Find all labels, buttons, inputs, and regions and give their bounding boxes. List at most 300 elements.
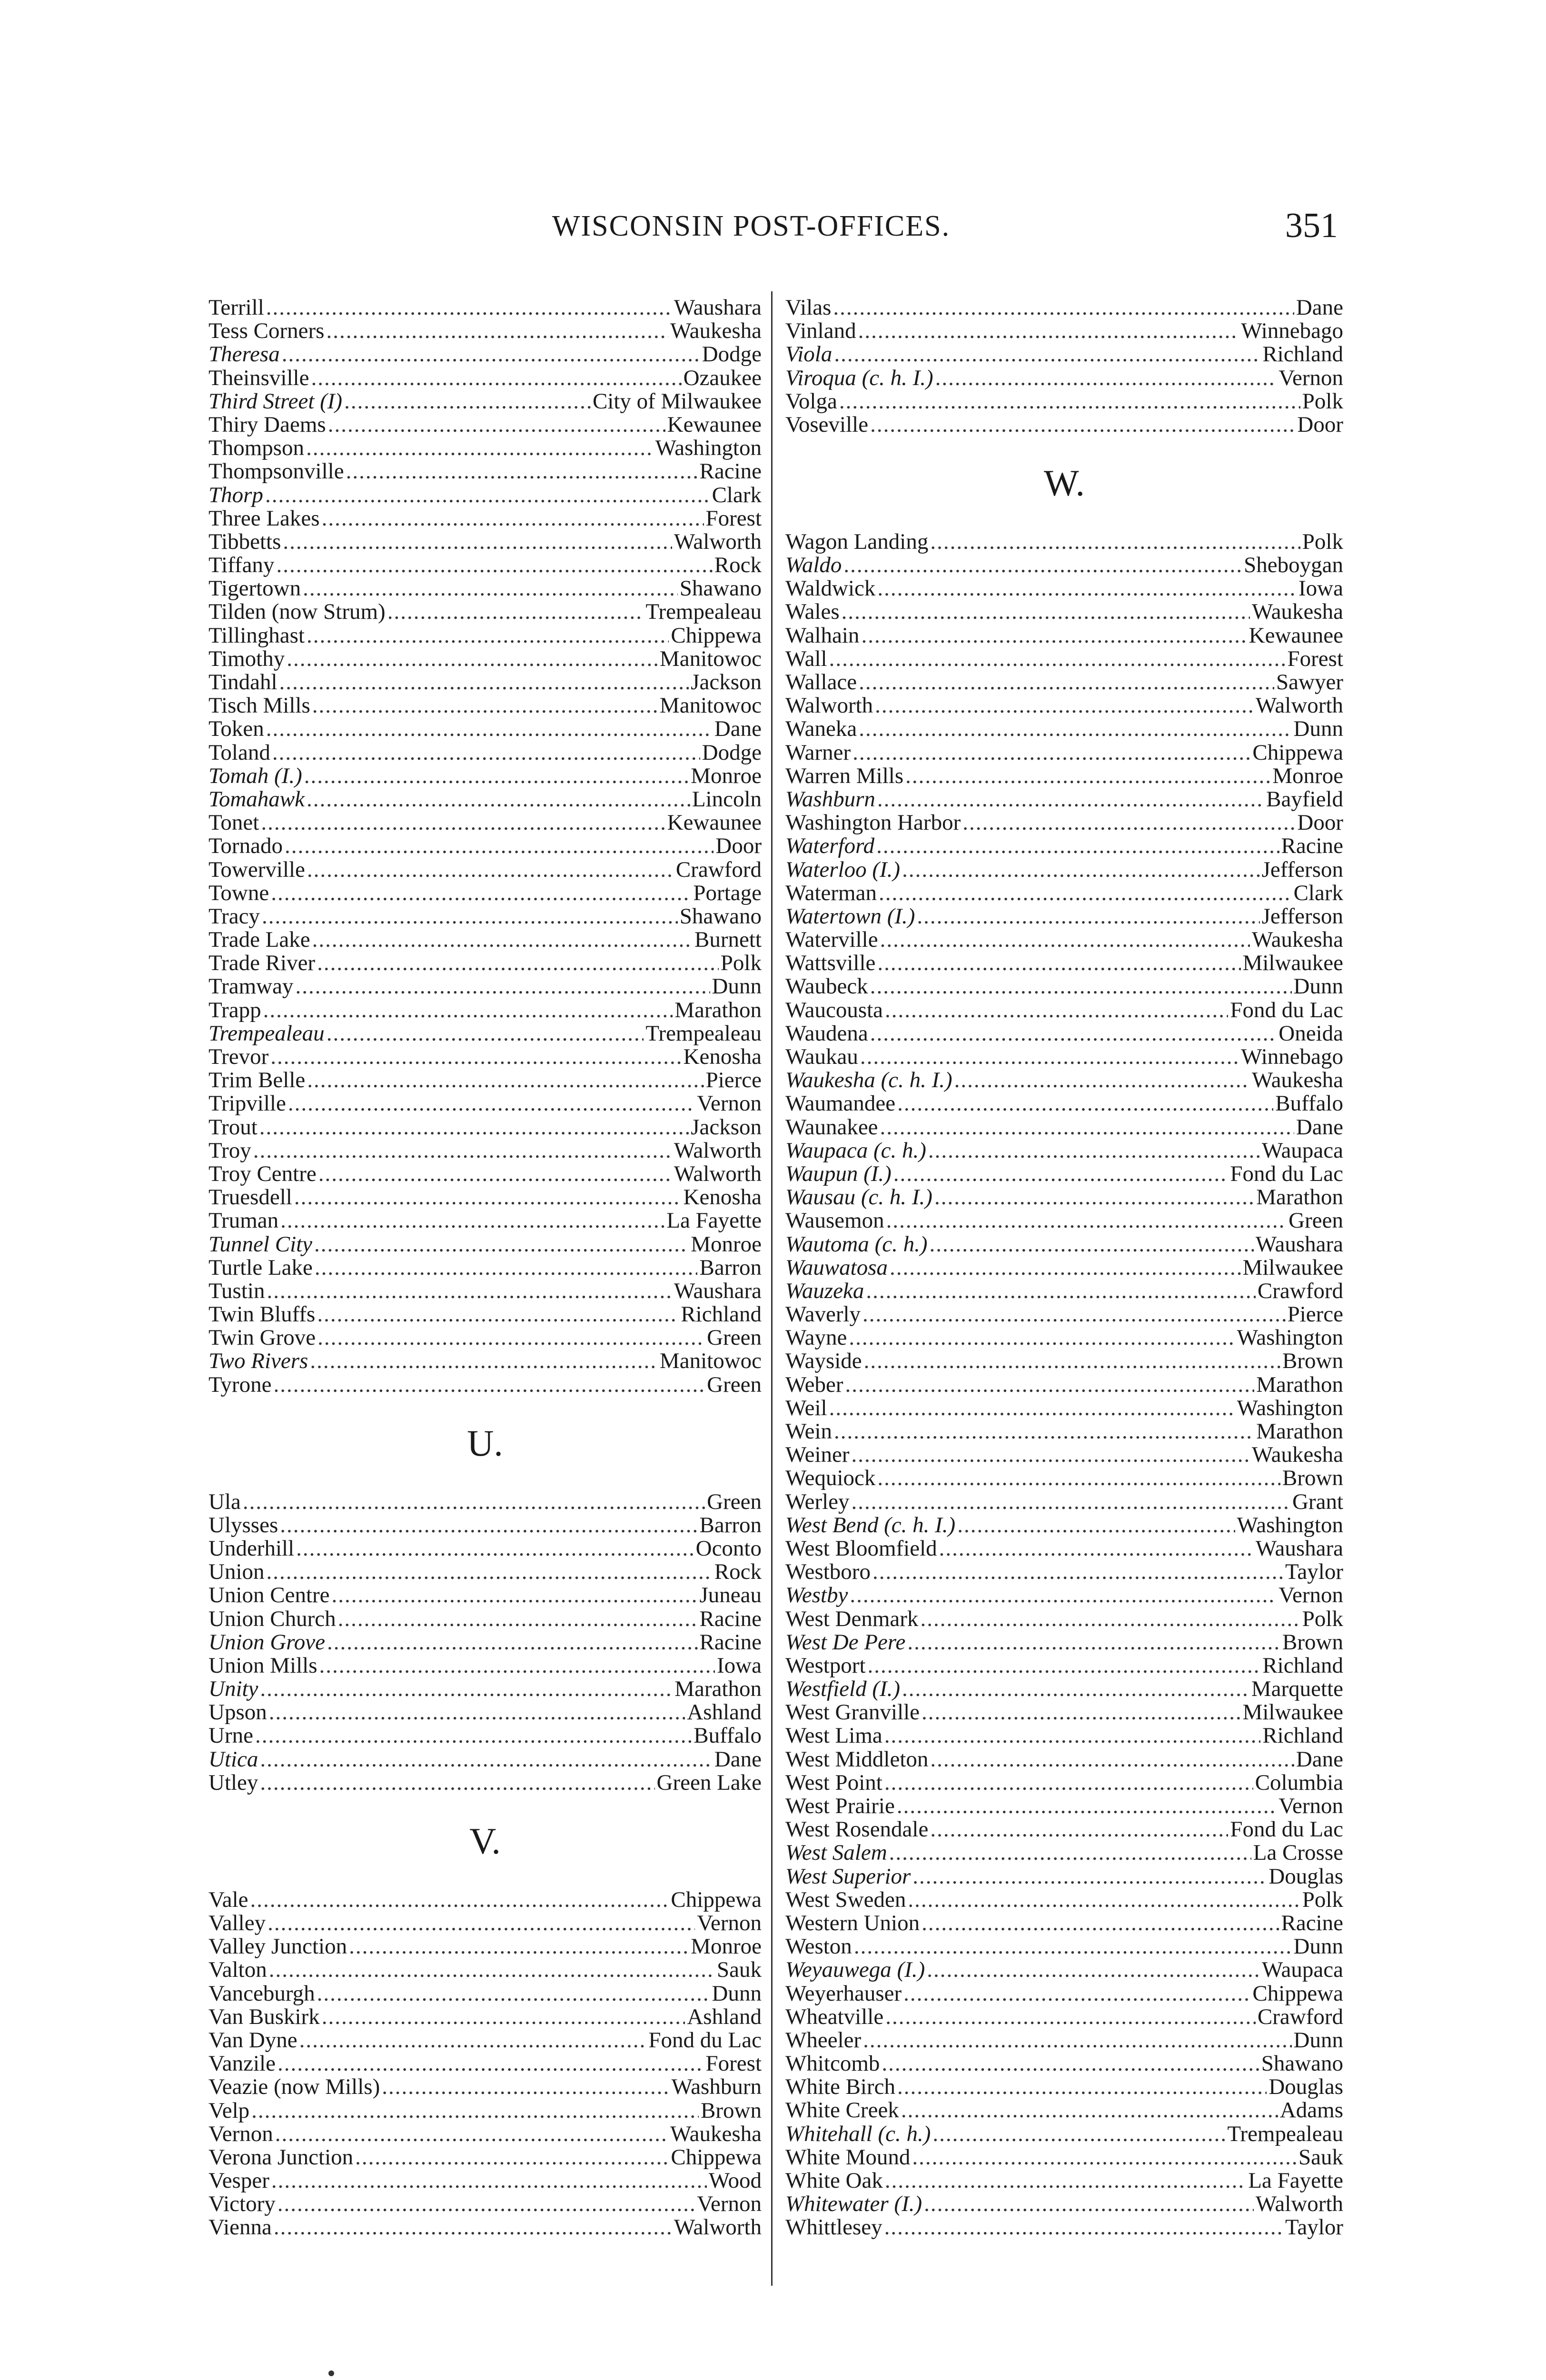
dot-leader: [903, 1982, 1250, 2005]
post-office-name: Vienna: [208, 2215, 272, 2240]
post-office-name: Trade River: [208, 951, 316, 976]
running-title: WISCONSIN POST-OFFICES.: [552, 210, 951, 242]
dot-leader: [251, 2099, 699, 2122]
post-office-name: Troy: [208, 1138, 251, 1163]
county-name: Green: [1288, 1208, 1343, 1233]
post-office-name: Volga: [785, 388, 837, 414]
post-office-name: Weyerhauser: [785, 1981, 902, 2006]
county-name: Vernon: [697, 2192, 762, 2217]
dot-leader: [280, 1514, 697, 1537]
dot-leader: [866, 1279, 1256, 1303]
directory-entry: [208, 788, 762, 811]
dot-leader: [282, 343, 700, 366]
county-name: Polk: [720, 951, 762, 976]
post-office-name: Trapp: [208, 997, 261, 1022]
dot-leader: [875, 694, 1254, 717]
county-name: Iowa: [717, 1653, 762, 1678]
directory-entry: [208, 367, 762, 390]
dot-leader: [299, 2029, 647, 2052]
post-office-name: Viola: [785, 342, 832, 367]
dot-leader: [267, 1560, 713, 1584]
dot-leader: [274, 2216, 672, 2239]
dot-leader: [346, 460, 698, 483]
directory-entry: [785, 390, 1343, 413]
dot-leader: [849, 1326, 1235, 1349]
dot-leader: [268, 1912, 695, 1935]
post-office-name: Waupaca (c. h.): [785, 1138, 926, 1163]
county-name: Brown: [1282, 1349, 1343, 1374]
county-name: Trempealeau: [645, 599, 762, 625]
post-office-name: Whittlesey: [785, 2215, 882, 2240]
county-name: Marquette: [1251, 1676, 1343, 1702]
dot-leader: [934, 1186, 1254, 1209]
post-office-name: Walhain: [785, 623, 860, 648]
post-office-name: Timothy: [208, 646, 285, 671]
dot-leader: [253, 1139, 672, 1162]
post-office-name: West Lima: [785, 1723, 882, 1748]
directory-entry: [208, 1654, 762, 1677]
directory-entry: [785, 2099, 1343, 2122]
directory-entry: [785, 811, 1343, 834]
dot-leader: [850, 1584, 1277, 1607]
dot-leader: [349, 1935, 689, 1958]
directory-entry: [208, 460, 762, 483]
post-office-name: Wagon Landing: [785, 529, 929, 554]
directory-entry: [208, 1349, 762, 1373]
dot-leader: [277, 2192, 695, 2216]
directory-entry: [785, 1748, 1343, 1771]
county-name: Fond du Lac: [1230, 1817, 1343, 1842]
post-office-name: Valley Junction: [208, 1934, 347, 1959]
post-office-name: Underhill: [208, 1536, 295, 1561]
directory-entry: [785, 600, 1343, 624]
post-office-name: Tramway: [208, 974, 294, 999]
directory-entry: [785, 1724, 1343, 1747]
directory-entry: [785, 1935, 1343, 1958]
dot-leader: [957, 1514, 1235, 1537]
dot-leader: [285, 834, 714, 858]
post-office-name: Walworth: [785, 693, 873, 718]
post-office-name: Wattsville: [785, 951, 876, 976]
post-office-name: Waterman: [785, 880, 877, 905]
county-name: Grant: [1292, 1489, 1343, 1514]
post-office-name: White Creek: [785, 2098, 899, 2123]
left-column: [208, 296, 762, 2240]
directory-entry: [208, 975, 762, 998]
dot-leader: [312, 928, 693, 952]
county-name: Bayfield: [1266, 786, 1343, 812]
directory-entry: [785, 1349, 1343, 1373]
dot-leader: [833, 296, 1294, 319]
dot-leader: [328, 413, 665, 436]
column-divider: [771, 291, 773, 2286]
county-name: Marathon: [674, 1676, 762, 1702]
directory-entry: [785, 741, 1343, 764]
dot-leader: [922, 1701, 1241, 1724]
county-name: Chippewa: [671, 2144, 762, 2170]
directory-entry: [208, 2216, 762, 2239]
county-name: Manitowoc: [659, 693, 762, 718]
dot-leader: [327, 1631, 698, 1654]
dot-leader: [884, 1724, 1261, 1747]
post-office-name: Twin Bluffs: [208, 1302, 316, 1327]
directory-entry: [208, 694, 762, 717]
dot-leader: [834, 343, 1260, 366]
post-office-name: Theinsville: [208, 365, 309, 390]
post-office-name: Trade Lake: [208, 927, 310, 952]
directory-entry: [208, 999, 762, 1022]
dot-leader: [922, 1912, 1279, 1935]
dot-leader: [884, 1771, 1253, 1795]
dot-leader: [275, 2122, 668, 2146]
post-office-name: Toland: [208, 740, 270, 765]
county-name: Forest: [705, 506, 762, 531]
directory-entry: [208, 1958, 762, 1982]
dot-leader: [283, 530, 672, 554]
dot-leader: [269, 1701, 685, 1724]
directory-entry: [208, 882, 762, 905]
dot-leader: [317, 1303, 679, 1326]
post-office-name: West Sweden: [785, 1887, 906, 1912]
directory-entry: [785, 788, 1343, 811]
post-office-name: West Superior: [785, 1864, 911, 1889]
directory-entry: [208, 1373, 762, 1397]
directory-entry: [208, 1771, 762, 1795]
county-name: Kewaunee: [1249, 623, 1343, 648]
entry-group-u: [208, 1490, 762, 1795]
dot-leader: [907, 1631, 1280, 1654]
directory-entry: [208, 484, 762, 507]
post-office-name: Thiry Daems: [208, 412, 326, 437]
dot-leader: [839, 390, 1300, 413]
dot-leader: [870, 413, 1295, 436]
post-office-name: Urne: [208, 1723, 253, 1748]
county-name: Fond du Lac: [1230, 997, 1343, 1022]
dot-leader: [861, 624, 1247, 647]
directory-entry: [208, 1514, 762, 1537]
directory-entry: [785, 2122, 1343, 2146]
directory-entry: [208, 1677, 762, 1701]
county-name: Dunn: [1293, 2027, 1343, 2053]
directory-entry: [208, 717, 762, 741]
county-name: Racine: [699, 459, 762, 484]
dot-leader: [872, 1560, 1283, 1584]
county-name: Chippewa: [1252, 1981, 1343, 2006]
county-name: Washington: [1237, 1325, 1343, 1350]
dot-leader: [843, 554, 1242, 577]
post-office-name: Waunakee: [785, 1114, 878, 1140]
county-name: Waukesha: [1252, 1068, 1343, 1093]
post-office-name: Terrill: [208, 295, 264, 320]
county-name: Walworth: [1255, 2192, 1343, 2217]
dot-leader: [882, 2052, 1259, 2075]
county-name: Wood: [708, 2168, 762, 2193]
dot-leader: [864, 1349, 1280, 1373]
county-name: Dodge: [702, 740, 762, 765]
post-office-name: Third Street (I): [208, 388, 343, 414]
post-office-name: West Granville: [785, 1700, 920, 1725]
county-name: Columbia: [1255, 1770, 1343, 1795]
post-office-name: Waldwick: [785, 576, 876, 601]
directory-entry: [785, 1045, 1343, 1069]
county-name: Shawano: [679, 576, 762, 601]
directory-entry: [785, 858, 1343, 882]
directory-entry: [785, 1677, 1343, 1701]
directory-entry: [208, 554, 762, 577]
post-office-name: Victory: [208, 2192, 276, 2217]
dot-leader: [862, 1303, 1286, 1326]
county-name: Sheboygan: [1244, 553, 1343, 578]
dot-leader: [879, 882, 1292, 905]
post-office-name: Towne: [208, 880, 269, 905]
post-office-name: Tornado: [208, 833, 283, 859]
county-name: Buffalo: [694, 1723, 762, 1748]
post-office-name: Trempealeau: [208, 1021, 325, 1046]
county-name: Dunn: [1293, 974, 1343, 999]
dot-leader: [306, 436, 654, 460]
post-office-name: Tunnel City: [208, 1231, 313, 1257]
dot-leader: [877, 952, 1240, 975]
dot-leader: [852, 1443, 1250, 1467]
dot-leader: [312, 694, 658, 717]
directory-entry: [208, 1022, 762, 1045]
post-office-name: Weil: [785, 1395, 827, 1420]
directory-entry: [785, 1420, 1343, 1443]
directory-entry: [785, 975, 1343, 998]
county-name: Fond du Lac: [1230, 1161, 1343, 1186]
post-office-name: Unity: [208, 1676, 258, 1702]
county-name: Walworth: [674, 1161, 762, 1186]
directory-entry: [785, 2216, 1343, 2239]
county-name: Waushara: [674, 295, 762, 320]
directory-entry: [785, 577, 1343, 600]
dot-leader: [304, 764, 689, 788]
dot-leader: [852, 1490, 1290, 1514]
county-name: Walworth: [674, 529, 762, 554]
county-name: Green: [707, 1372, 762, 1397]
dot-leader: [829, 647, 1286, 671]
post-office-name: Tomahawk: [208, 786, 305, 812]
directory-entry: [208, 343, 762, 366]
dot-leader: [266, 717, 713, 741]
post-office-name: Two Rivers: [208, 1349, 308, 1374]
post-office-name: Viroqua (c. h. I.): [785, 365, 933, 390]
dot-leader: [932, 2122, 1225, 2146]
dot-leader: [876, 834, 1279, 858]
county-name: Richland: [1262, 342, 1343, 367]
directory-entry: [208, 390, 762, 413]
post-office-name: Theresa: [208, 342, 280, 367]
county-name: Kenosha: [683, 1185, 762, 1210]
county-name: Vernon: [1278, 365, 1343, 390]
post-office-name: White Birch: [785, 2074, 896, 2100]
post-office-name: West Middleton: [785, 1746, 929, 1772]
county-name: Waukesha: [670, 318, 762, 344]
county-name: Sauk: [1298, 2144, 1343, 2170]
county-name: Pierce: [705, 1068, 762, 1093]
post-office-name: Westfield (I.): [785, 1676, 901, 1702]
directory-entry: [208, 1631, 762, 1654]
dot-leader: [885, 999, 1228, 1022]
directory-entry: [208, 764, 762, 788]
county-name: Milwaukee: [1242, 1700, 1343, 1725]
post-office-name: Trout: [208, 1114, 258, 1140]
county-name: Green: [707, 1489, 762, 1514]
post-office-name: Veazie (now Mills): [208, 2074, 380, 2100]
county-name: Waukesha: [670, 2121, 762, 2146]
directory-entry: [785, 1209, 1343, 1232]
county-name: Fond du Lac: [648, 2027, 762, 2053]
directory-entry: [208, 624, 762, 647]
dot-leader: [834, 1420, 1254, 1443]
directory-entry: [785, 1116, 1343, 1139]
county-name: Monroe: [691, 1231, 762, 1257]
dot-leader: [877, 1467, 1280, 1490]
county-name: Brown: [1282, 1629, 1343, 1655]
county-name: Waushara: [674, 1278, 762, 1303]
post-office-name: Waldo: [785, 553, 842, 578]
county-name: Washington: [655, 436, 762, 461]
post-office-name: Westby: [785, 1583, 848, 1608]
directory-entry: [208, 1279, 762, 1303]
county-name: Trempealeau: [1227, 2121, 1343, 2146]
post-office-name: Wallace: [785, 670, 857, 695]
directory-entry: [208, 530, 762, 554]
post-office-name: Waterford: [785, 833, 875, 859]
county-name: Jefferson: [1261, 857, 1343, 882]
directory-entry: [785, 2192, 1343, 2216]
dot-leader: [870, 975, 1292, 998]
post-office-name: Union Grove: [208, 1629, 325, 1655]
dot-leader: [259, 1116, 689, 1139]
post-office-name: Tibbetts: [208, 529, 281, 554]
county-name: Green Lake: [656, 1770, 762, 1795]
dot-leader: [307, 788, 690, 811]
dot-leader: [939, 1537, 1254, 1560]
post-office-name: Wein: [785, 1419, 832, 1444]
dot-leader: [924, 2192, 1254, 2216]
page-number: 351: [1285, 206, 1338, 245]
post-office-name: Truman: [208, 1208, 279, 1233]
county-name: Monroe: [691, 763, 762, 788]
post-office-name: White Oak: [785, 2168, 883, 2193]
county-name: Buffalo: [1275, 1091, 1343, 1116]
directory-entry: [208, 1209, 762, 1232]
directory-entry: [785, 1373, 1343, 1397]
dot-leader: [326, 319, 668, 343]
county-name: Taylor: [1285, 1559, 1343, 1585]
county-name: Marathon: [1256, 1185, 1343, 1210]
dot-leader: [880, 928, 1250, 952]
county-name: Rock: [714, 553, 762, 578]
post-office-name: West Denmark: [785, 1606, 919, 1631]
post-office-name: Troy Centre: [208, 1161, 317, 1186]
directory-entry: [785, 1303, 1343, 1326]
county-name: Douglas: [1269, 2074, 1343, 2100]
directory-entry: [785, 1256, 1343, 1279]
post-office-name: Wauwatosa: [785, 1255, 888, 1280]
county-name: Washburn: [671, 2074, 762, 2100]
post-office-name: Weber: [785, 1372, 843, 1397]
post-office-name: Tonet: [208, 810, 259, 835]
county-name: Marathon: [674, 997, 762, 1022]
county-name: Iowa: [1298, 576, 1343, 601]
county-name: Shawano: [1261, 2051, 1343, 2076]
directory-entry: [785, 2075, 1343, 2099]
dot-leader: [893, 1162, 1229, 1186]
post-office-name: Waumandee: [785, 1091, 896, 1116]
post-office-name: Washburn: [785, 786, 875, 812]
dot-leader: [294, 1186, 682, 1209]
dot-leader: [296, 1537, 694, 1560]
directory-entry: [785, 319, 1343, 343]
post-office-name: Vilas: [785, 295, 832, 320]
directory-entry: [208, 1045, 762, 1069]
directory-entry: [785, 1397, 1343, 1420]
post-office-name: Thompsonville: [208, 459, 344, 484]
dot-leader: [260, 1771, 654, 1795]
county-name: Dane: [1296, 295, 1343, 320]
county-name: Vernon: [697, 1091, 762, 1116]
county-name: Polk: [1302, 388, 1343, 414]
county-name: Waupaca: [1261, 1138, 1343, 1163]
dot-leader: [954, 1069, 1250, 1092]
dot-leader: [276, 554, 712, 577]
entry-group-v: [208, 1888, 762, 2240]
county-name: Juneau: [699, 1583, 762, 1608]
directory-entry: [785, 1795, 1343, 1818]
directory-entry: [208, 600, 762, 624]
county-name: Monroe: [1272, 763, 1343, 788]
dot-leader: [317, 1326, 705, 1349]
post-office-name: Tigertown: [208, 576, 301, 601]
section-heading-v: V.: [469, 1820, 501, 1862]
directory-entry: [785, 367, 1343, 390]
dot-leader: [885, 2005, 1256, 2029]
post-office-name: Utley: [208, 1770, 258, 1795]
directory-entry: [208, 2192, 762, 2216]
post-office-name: Weyauwega (I.): [785, 1957, 925, 1983]
dot-leader: [269, 1958, 715, 1982]
directory-entry: [785, 647, 1343, 671]
dot-leader: [905, 764, 1270, 788]
dot-leader: [962, 811, 1295, 834]
county-name: Green: [707, 1325, 762, 1350]
directory-entry: [785, 1771, 1343, 1795]
dot-leader: [260, 1748, 712, 1771]
county-name: Portage: [693, 880, 762, 905]
dot-leader: [332, 1584, 698, 1607]
county-name: Kewaunee: [667, 412, 762, 437]
dot-leader: [322, 507, 704, 530]
post-office-name: Waneka: [785, 716, 857, 742]
directory-entry: [208, 577, 762, 600]
directory-entry: [785, 2169, 1343, 2192]
directory-entry: [785, 694, 1343, 717]
directory-entry: [785, 1069, 1343, 1092]
dot-leader: [250, 1888, 669, 1912]
post-office-name: Waupun (I.): [785, 1161, 892, 1186]
dot-leader: [314, 1233, 689, 1256]
dot-leader: [885, 2169, 1246, 2192]
directory-entry: [208, 2099, 762, 2122]
post-office-name: Ulysses: [208, 1512, 278, 1537]
county-name: Richland: [1262, 1653, 1343, 1678]
directory-entry: [785, 1279, 1343, 1303]
dot-leader: [311, 367, 681, 390]
county-name: Door: [1297, 810, 1343, 835]
directory-entry: [208, 2169, 762, 2192]
